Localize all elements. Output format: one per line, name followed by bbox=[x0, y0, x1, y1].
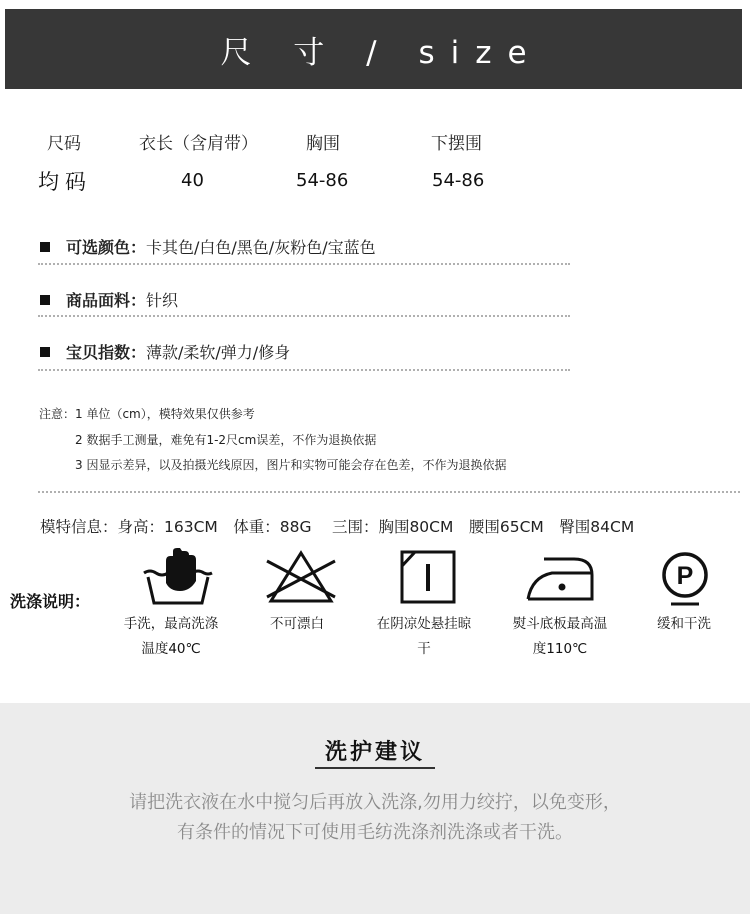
property-label: 可选颜色： bbox=[66, 238, 147, 257]
bullet-square bbox=[40, 295, 50, 305]
property-colors bbox=[40, 235, 376, 258]
svg-text:P: P bbox=[676, 562, 694, 590]
care-advice-title: 洗护建议 bbox=[324, 740, 425, 765]
shade-line-dry-icon bbox=[393, 547, 469, 607]
property-value: 薄款/柔软/弹力/修身 bbox=[146, 343, 291, 362]
property-fabric bbox=[40, 288, 178, 311]
care-label-iron: 熨斗底板最高温 度110℃ bbox=[512, 616, 608, 657]
size-value-hem: 54-86 bbox=[432, 170, 485, 191]
care-label-dry-clean: 缓和干洗 bbox=[657, 616, 711, 632]
note-line-1: 注意：1 单位（cm），模特效果仅供参考 bbox=[39, 407, 255, 421]
property-value: 卡其色/白色/黑色/灰粉色/宝蓝色 bbox=[146, 238, 376, 257]
size-header-bust: 胸围 bbox=[306, 134, 340, 154]
dotted-divider-wide bbox=[38, 491, 740, 493]
dry-clean-icon bbox=[647, 547, 723, 607]
dotted-divider bbox=[38, 315, 570, 317]
size-header-length: 衣长（含肩带） bbox=[139, 134, 258, 154]
title-banner bbox=[5, 9, 742, 89]
bullet-square bbox=[40, 347, 50, 357]
page-title: 尺 寸 / size bbox=[220, 34, 543, 71]
bullet-square bbox=[40, 242, 50, 252]
property-index bbox=[40, 340, 290, 363]
note-line-2: 2 数据手工测量，难免有1-2尺cm误差，不作为退换依据 bbox=[75, 433, 377, 447]
property-label: 宝贝指数： bbox=[66, 343, 147, 362]
hand-wash-icon bbox=[140, 547, 216, 607]
title-underline bbox=[315, 767, 435, 769]
dotted-divider bbox=[38, 263, 570, 265]
size-value-size: 均码 bbox=[38, 170, 92, 194]
model-info: 模特信息：身高：163CM 体重：88G 三围：胸围80CM 腰围65CM 臀围84CM bbox=[40, 518, 635, 536]
property-value: 针织 bbox=[146, 291, 179, 310]
no-bleach-icon bbox=[263, 547, 339, 607]
care-advice-line-1: 请把洗衣液在水中搅匀后再放入洗涤,勿用力绞拧，以免变形， bbox=[129, 792, 621, 813]
care-label-no-bleach: 不可漂白 bbox=[270, 616, 324, 632]
size-value-length: 40 bbox=[181, 170, 204, 191]
property-label: 商品面料： bbox=[66, 291, 147, 310]
iron-icon bbox=[522, 547, 598, 607]
care-label-hand-wash: 手洗，最高洗涤 温度40℃ bbox=[123, 616, 219, 657]
size-header-size: 尺码 bbox=[47, 134, 81, 154]
size-header-hem: 下摆围 bbox=[431, 134, 482, 154]
dotted-divider bbox=[38, 369, 570, 371]
care-advice-line-2: 有条件的情况下可使用毛纺洗涤剂洗涤或者干洗。 bbox=[177, 822, 573, 843]
size-value-bust: 54-86 bbox=[296, 170, 349, 191]
care-label-shade-dry: 在阴凉处悬挂晾 干 bbox=[376, 616, 472, 657]
note-line-3: 3 因显示差异，以及拍摄光线原因，图片和实物可能会存在色差，不作为退换依据 bbox=[75, 458, 507, 472]
washing-title: 洗涤说明： bbox=[10, 592, 91, 611]
